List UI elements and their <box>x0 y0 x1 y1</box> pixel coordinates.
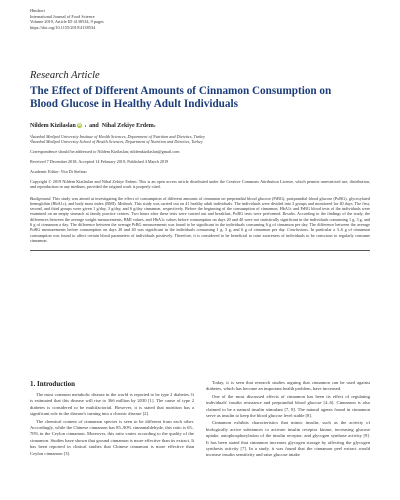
right-column <box>206 380 370 500</box>
abstract-results-text: According to the findings of the study, the differences between the average weight measurements, BMI values, and HbA1c values before consumption on days 20 and 40 were not statistically significant in the individuals consuming 1 g, 3 g, and 6 g of cinnamon a day. The difference between the average PrBG measurements was found to be significant in the individuals consuming 6 g of cinnamon per day. The difference between the average PoBG measurements before consumption on days 20 and 40 was significant in the individuals consuming 1 g, 3 g, and 6 g of cinnamon per day. <box>30 211 370 233</box>
abstract-conclusions-label: Conclusions. <box>287 227 309 233</box>
affiliation-1: ¹İstanbul Medipol University Institute of Health Sciences, Department of Nutrition and Dietetics, Turkey <box>30 133 206 139</box>
abstract-background-label: Background. <box>30 195 52 201</box>
author-line <box>30 123 370 129</box>
affiliations <box>30 134 370 144</box>
doi-link[interactable]: https://doi.org/10.1155/2019/4138534 <box>30 24 96 30</box>
orcid-icon[interactable]: iD <box>78 122 82 127</box>
intro-paragraph-2: The chemical content of cinnamon species is seen to be different from each other. Accordingly, while the Chinese cinnamon has 85–90% cinnamaldehyde, this ratio is 65–70% in the Ceylon cinnamon. Moreover, this ratio varies according to the quality of the cinnamon. Studies have shown that ground cinnamon is more effective than its extract. It has been reported in clinical studies that Chinese cinnamon is more effective than Ceylon cinnamon [3]. <box>30 418 194 456</box>
intro-paragraph-4: One of the most discussed effects of cinnamon has been its effect of regulating individuals' insulin resistance and preprandial blood glucose [4–6]. Cinnamon is also claimed to be a natural insulin stimulant [7, 8]. The natural agents found in cinnamon serve as insulin to keep the blood glucose level stable [8]. <box>206 393 370 419</box>
abstract-methods-label: Methods. <box>117 200 134 206</box>
intro-paragraph-3: Today, it is seen that research studies arguing that cinnamon can be used against diabetes, which has become an important health problem, have increased. <box>206 380 370 392</box>
author-2-name[interactable]: Nihal Zekiye Erdem <box>101 122 154 129</box>
article-title: The Effect of Different Amounts of Cinnamon Consumption on Blood Glucose in Healthy Adult Individuals <box>30 85 332 110</box>
section-divider <box>30 250 370 251</box>
abstract-conclusions-text: In particular a 3–6 g of cinnamon consumption was found to affect certain blood parameters of individuals positively. Therefore, it is considered to be beneficial to raise awareness of individuals to be conscious to regularly consume cinnamon. <box>30 227 370 243</box>
journal-meta <box>30 8 370 30</box>
author-connector: and <box>89 122 99 129</box>
affiliation-2: ²İstanbul Medipol University School of Health Sciences, Department of Nutrition and Dietetics, Turkey <box>30 138 203 144</box>
left-column <box>30 380 194 500</box>
introduction-heading: 1. Introduction <box>30 380 75 388</box>
author-1-affil-mark: 1 <box>84 123 87 128</box>
academic-editor: Academic Editor: Vita Di Stefano <box>30 168 87 174</box>
intro-paragraph-5: Cinnamon exhibits characteristics that mimic insulin, such as the activity of biologically active substances to activate insulin receptor kinase, increasing glucose uptake, autophosphorylation of the insulin receptor, and glycogen synthase activity [9]. It has been stated that cinnamon increases glycogen storage by affecting the glycogen synthesis activity [7]. In a study, it was found that the cinnamon peel extract would increase insulin sensitivity and raise glucose intake <box>206 420 370 458</box>
volume-line: Volume 2019, Article ID 4138534, 9 pages <box>30 19 104 25</box>
publisher-name: Hindawi <box>30 8 45 13</box>
article-type: Research Article <box>30 70 100 82</box>
abstract-methods-text: This study was carried out on 41 healthy adult individuals. The individuals were divided into 3 groups and monitored for 40 days. The first, second, and third groups were given 1 g/day, 3 g/day, and 6 g/day cinnamon, respectively. Before the beginning of the consumption of cinnamon, HbA1c and PrBG blood tests of the individuals were examined on an empty stomach at family practice centers. Two hours after these tests were carried out and breakfast, PoBG tests were performed. <box>30 200 370 217</box>
author-1-name[interactable]: Nildem Kizilaslan <box>30 122 76 129</box>
abstract-background-text: This study was aimed at investigating the effect of consumption of different amounts of cinnamon on preprandial blood glucose (PrBG), postprandial blood glucose (PoBG), glycosylated hemoglobin (HbA1c), and body mass index (BMI). <box>30 195 370 206</box>
publication-dates: Received 7 December 2018; Accepted 14 February 2019; Published 4 March 2019 <box>30 158 169 164</box>
copyright-notice: Copyright © 2019 Nildem Kizilaslan and Nihal Zekiye Erdem. This is an open access article distributed under the Creative Commons Attribution License, which permits unrestricted use, distribution, and reproduction in any medium, provided the original work is properly cited. <box>30 178 370 190</box>
abstract <box>30 196 370 244</box>
abstract-results-label: Results. <box>282 211 296 217</box>
body-columns <box>30 380 370 500</box>
journal-name: International Journal of Food Science <box>30 13 95 19</box>
correspondence-line: Correspondence should be addressed to Nildem Kizilaslan; nildemkizilaslan@gmail.com <box>30 148 180 154</box>
author-2-affil-mark: 2 <box>153 123 156 128</box>
intro-paragraph-1: The most common metabolic disease in the world is reported to be type 2 diabetes. It is estimated that this disease will rise to 366 million by 2030 [1]. The cause of type 2 diabetes is considered to be multifactorial. However, it is stated that nutrition has a significant role in the disease's turning into a chronic disease [2]. <box>30 392 194 417</box>
